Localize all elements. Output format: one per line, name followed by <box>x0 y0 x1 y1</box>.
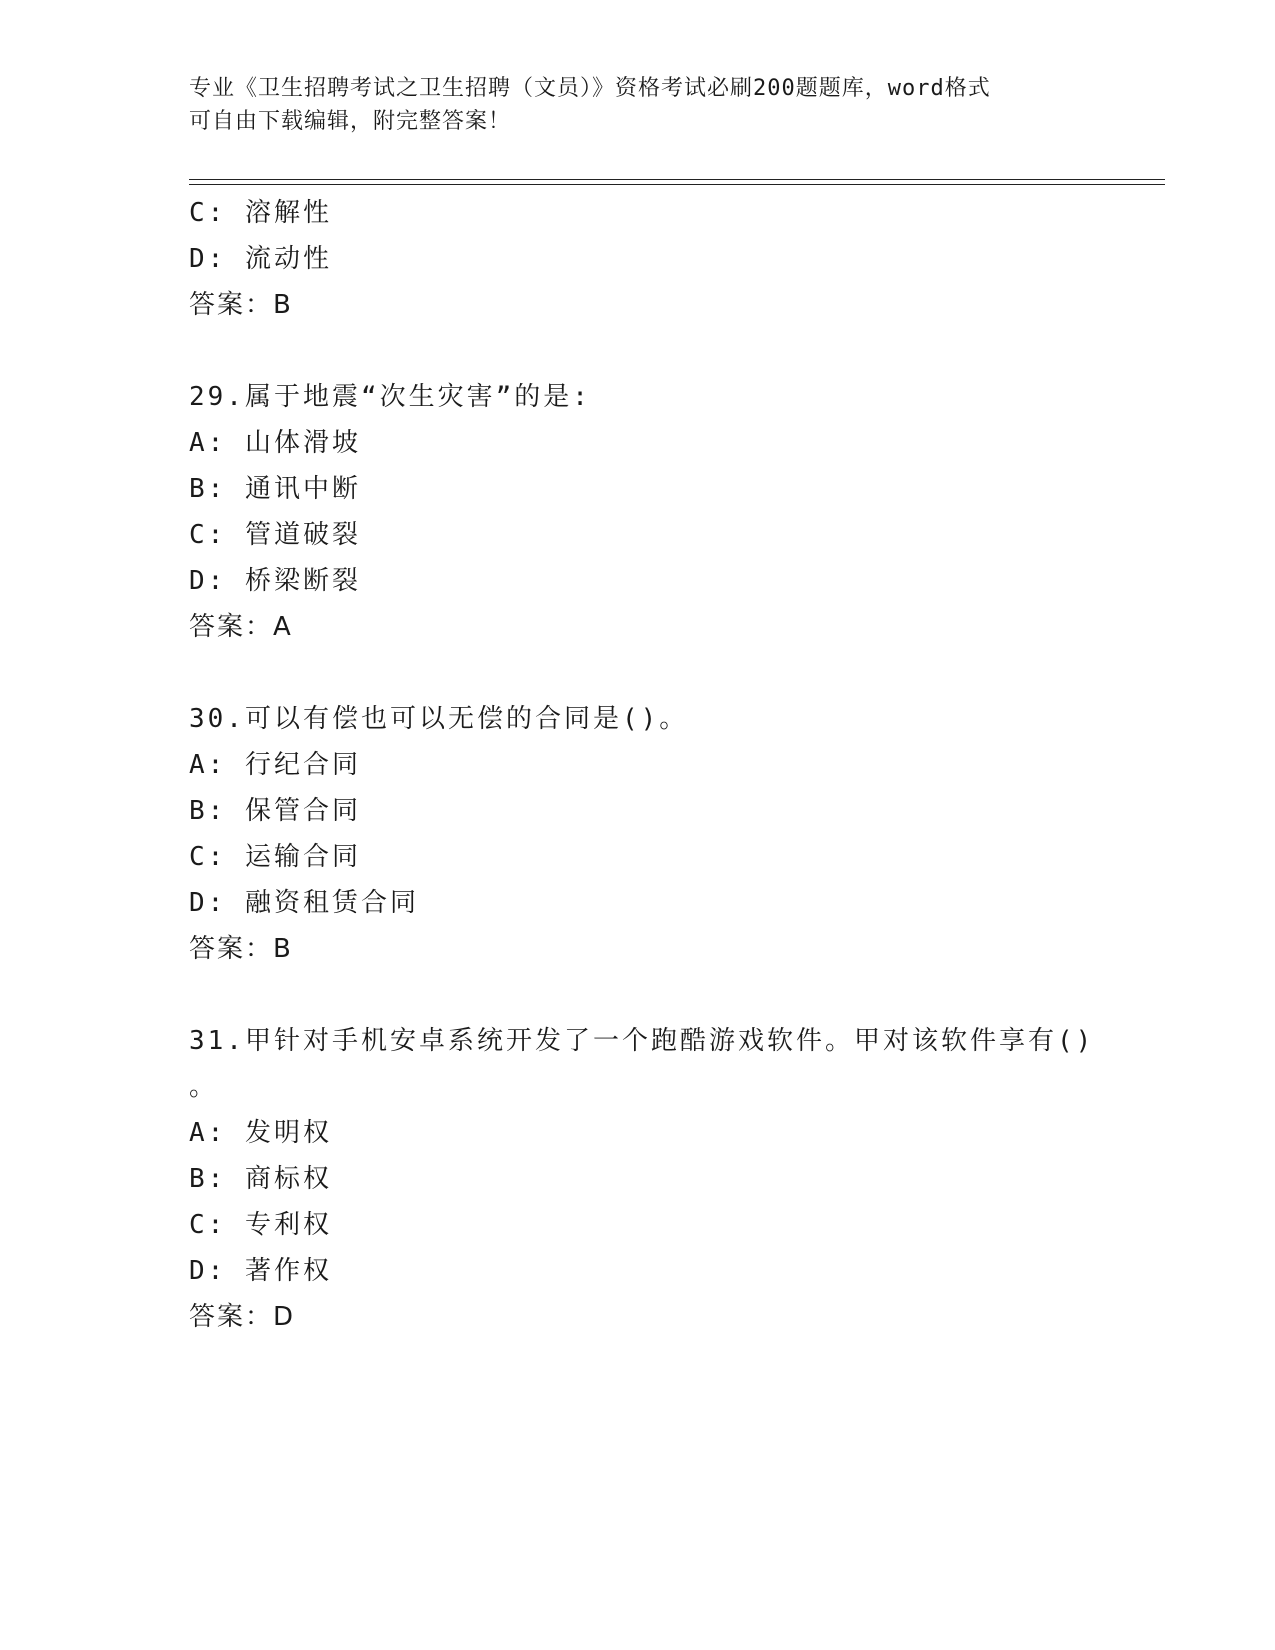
document-header <box>189 72 1089 138</box>
question-stem: 29.属于地震“次生灾害”的是: <box>189 382 591 412</box>
spacer <box>189 650 1129 696</box>
option-c: C: 管道破裂 <box>189 520 361 550</box>
header-line-2: 可自由下载编辑，附完整答案！ <box>189 109 512 134</box>
answer-line: 答案：B <box>189 290 293 320</box>
option-b: B: 通讯中断 <box>189 474 361 504</box>
option-c: C: 专利权 <box>189 1210 332 1240</box>
option-a: A: 行纪合同 <box>189 750 361 780</box>
option-d: D: 融资租赁合同 <box>189 888 419 918</box>
header-divider-top <box>189 179 1165 180</box>
option-c: C: 溶解性 <box>189 198 332 228</box>
answer-line: 答案：B <box>189 934 293 964</box>
question-list <box>189 190 1129 1340</box>
option-d: D: 桥梁断裂 <box>189 566 361 596</box>
question-stem: 31.甲针对手机安卓系统开发了一个跑酷游戏软件。甲对该软件享有() <box>189 1026 1095 1056</box>
answer-line: 答案：A <box>189 612 293 642</box>
question-stem: 30.可以有偿也可以无偿的合同是()。 <box>189 704 689 734</box>
spacer <box>189 972 1129 1018</box>
question-30 <box>189 696 1129 972</box>
option-b: B: 商标权 <box>189 1164 332 1194</box>
answer-line: 答案：D <box>189 1302 296 1332</box>
question-29 <box>189 374 1129 650</box>
option-b: B: 保管合同 <box>189 796 361 826</box>
option-c: C: 运输合同 <box>189 842 361 872</box>
question-fragment <box>189 190 1129 328</box>
header-divider-bottom <box>189 184 1165 185</box>
option-d: D: 流动性 <box>189 244 332 274</box>
header-line-1: 专业《卫生招聘考试之卫生招聘（文员）》资格考试必刷200题题库，word格式 <box>189 76 991 101</box>
option-a: A: 山体滑坡 <box>189 428 361 458</box>
option-a: A: 发明权 <box>189 1118 332 1148</box>
question-stem-continuation: 。 <box>189 1072 219 1102</box>
spacer <box>189 328 1129 374</box>
question-31 <box>189 1018 1129 1340</box>
option-d: D: 著作权 <box>189 1256 332 1286</box>
